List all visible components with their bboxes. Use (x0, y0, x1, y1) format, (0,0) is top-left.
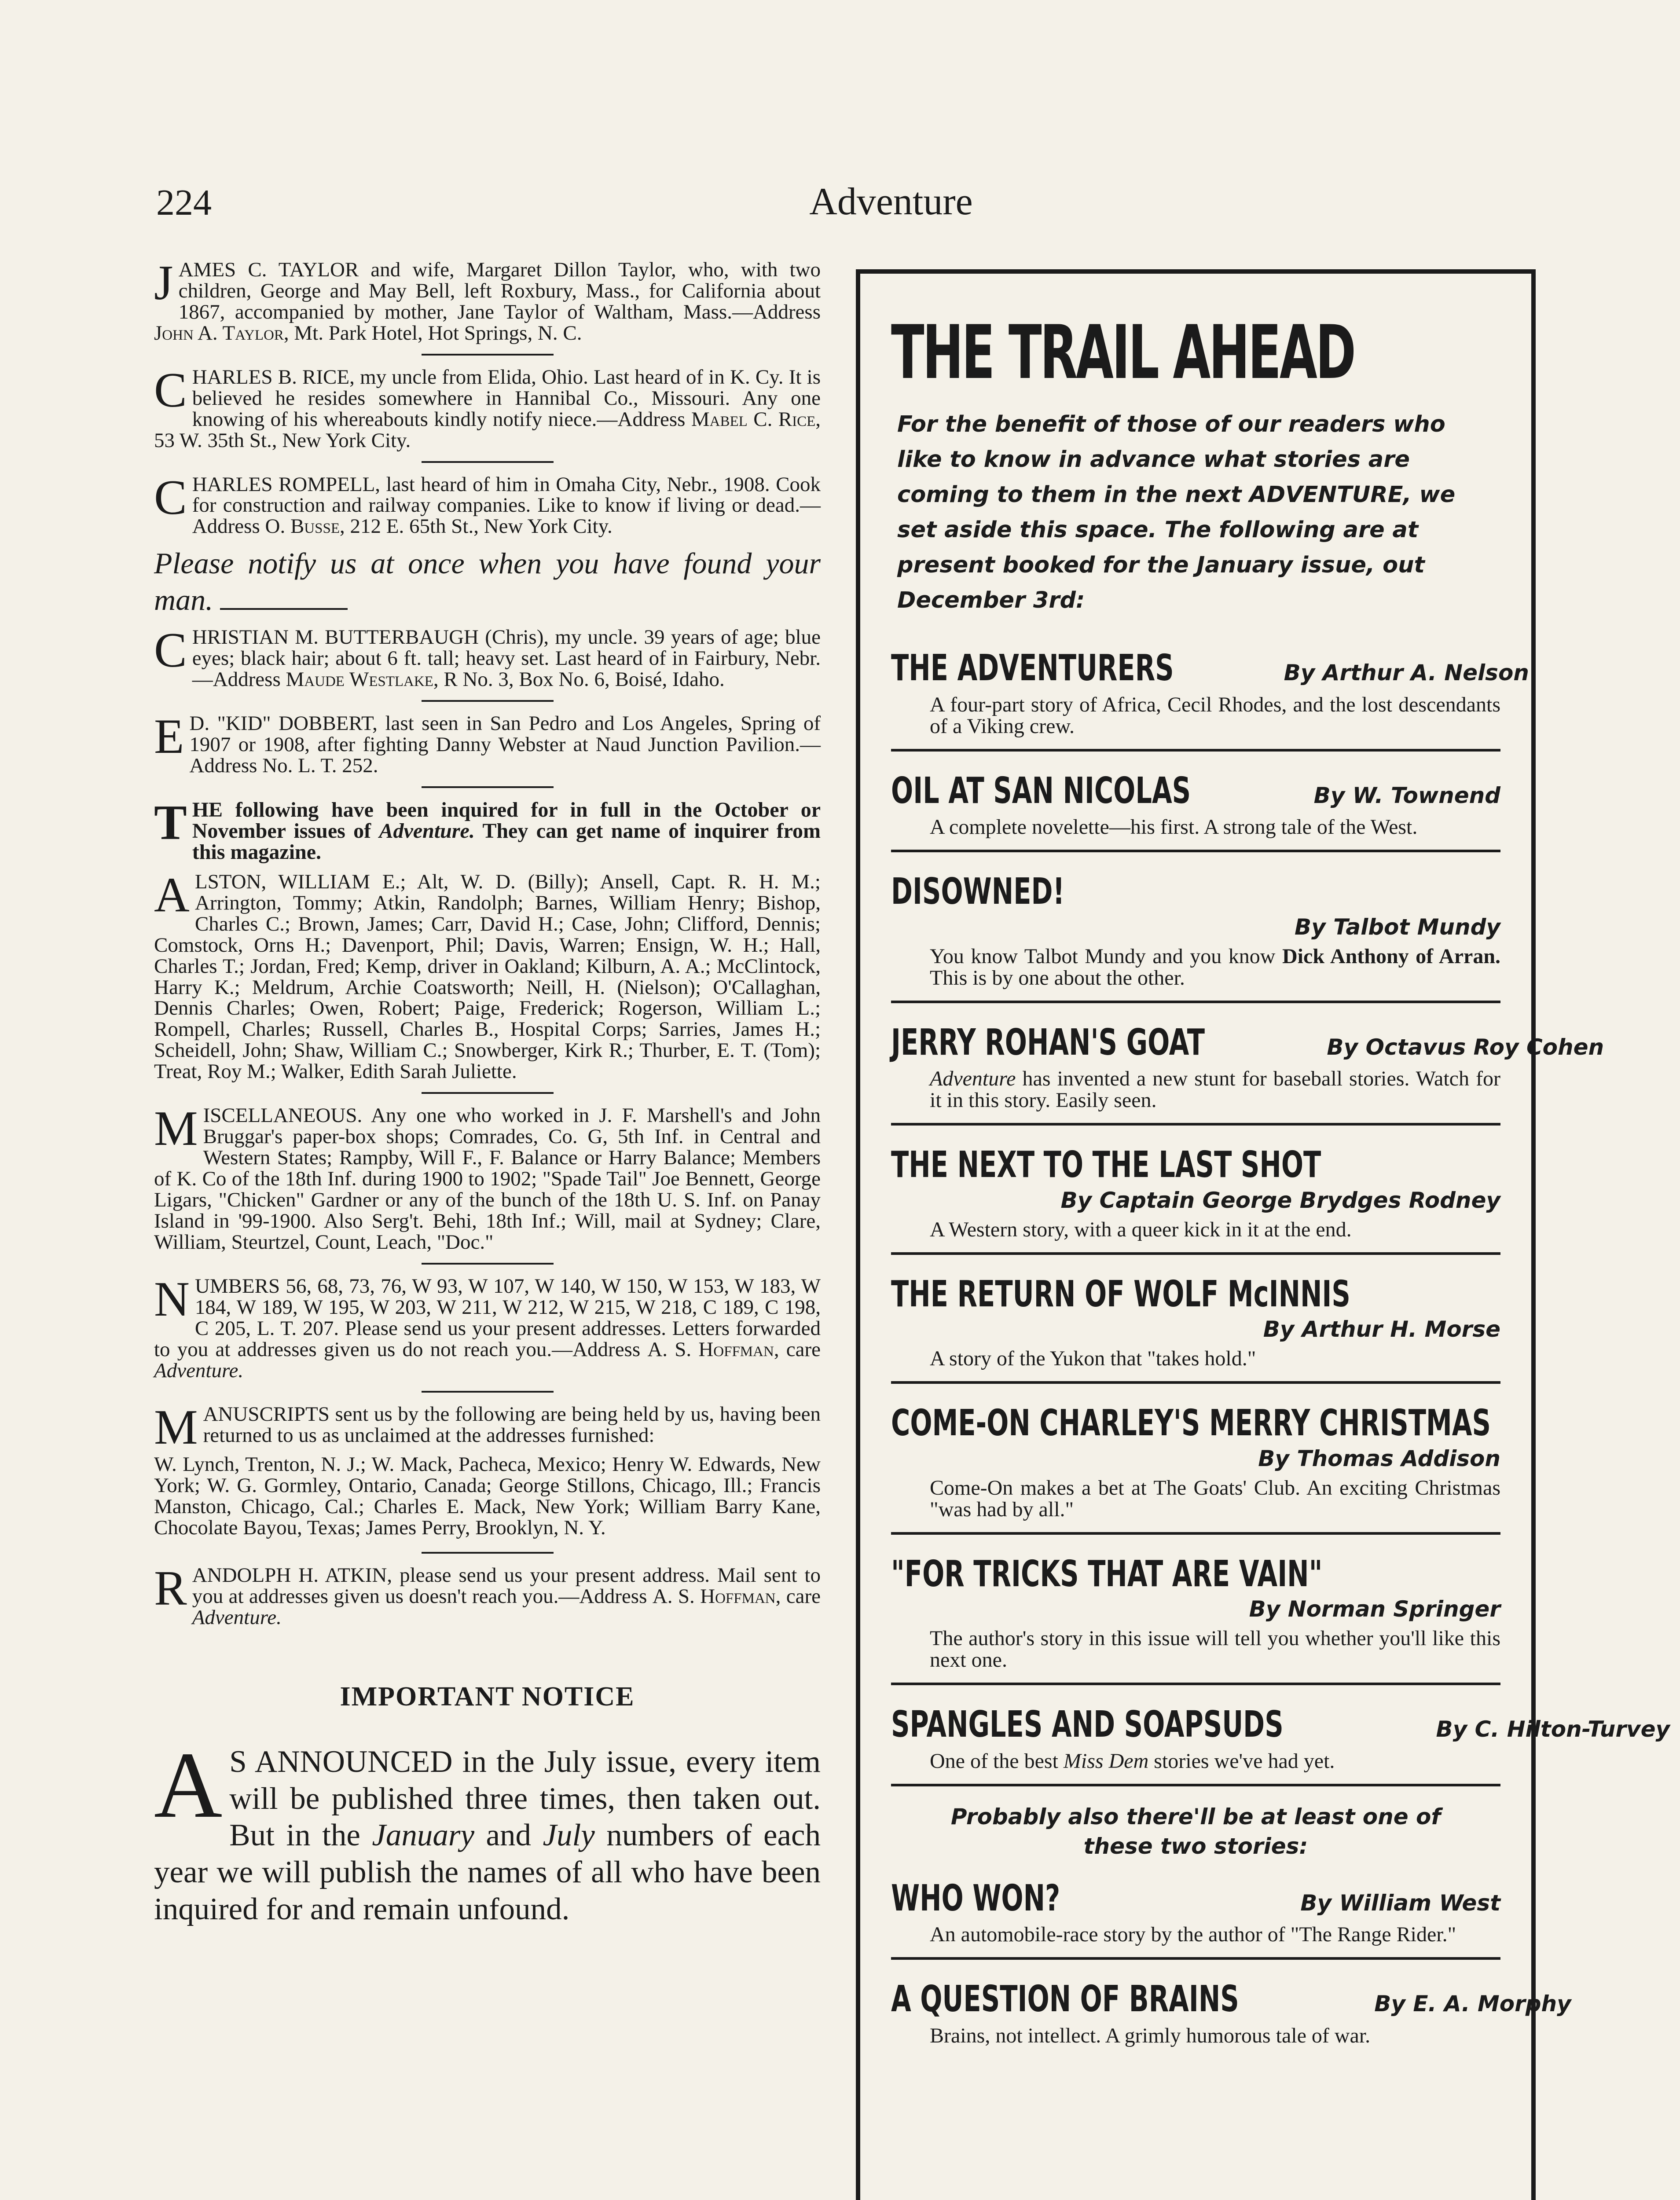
dropcap: M (154, 1400, 198, 1455)
probably-note: Probably also there'll be at least one of these two stories: (950, 1804, 1441, 1859)
notice-text: LSTON, WILLIAM E.; Alt, W. D. (Billy); Ansell, Capt. R. H. M.; Arrington, Tommy; Atkin, Randolph; Barnes, William Henry; Bishop, Charles C.; Brown, James; Carr, David H.; Case, John; Clifford, Dennis; Comstock, Orns H.; Davenport, Phil; Davis, Warren; Ensign, W. H.; Hall, Charles T.; Jordan, Fred; Kemp, driver in Oakland; Kilburn, A. A.; McClintock, Harry K.; Meldrum, Archie Coatsworth; Neill, H. (Nielson); O'Callaghan, Dennis Charles; Owen, Robert; Paige, Frederick; Rogerson, William L.; Rompell, Charles; Russell, Charles B., Hospital Corps; Sarries, James H.; Scheidell, John; Shaw, William C.; Snowberger, Kirk R.; Thurber, E. T. (Tom); Treat, Roy M.; Walker, Edith Sarah Juliette. (154, 870, 821, 1083)
announcement-text: and (474, 1818, 543, 1853)
story-entry (891, 1701, 1670, 1786)
story-description-text: stories we've had yet. (1148, 1749, 1335, 1773)
notice-address-name: A. S. Hoffman (647, 1338, 774, 1361)
story-entry (891, 1551, 1500, 1685)
notice-address: , care (775, 1585, 821, 1608)
notice-miscellaneous (154, 1101, 821, 1254)
notice-text: AMES C. TAYLOR and wife, Margaret Dillon Taylor, who, with two children, George and May Bell, left Roxbury, Mass., for California about 1867, accompanied by mother, Jane Taylor of Waltham, Mass.—Address (178, 258, 821, 323)
notice-rice (154, 363, 821, 452)
story-author: By Arthur H. Morse (1263, 1316, 1500, 1342)
announcement-text: numbers of each year we will publish the names of all who have been inquired for and remain unfound. (154, 1818, 821, 1926)
story-entry (891, 767, 1500, 853)
story-description-text: This is by one about the other. (930, 966, 1185, 990)
story-entry (891, 1271, 1500, 1384)
dropcap: C (154, 363, 187, 418)
story-title: COME-ON CHARLEY'S MERRY CHRISTMAS (891, 1402, 1491, 1445)
magazine-name: Adventure. (379, 819, 475, 843)
notice-text: ANDOLPH H. ATKIN, please send us your present address. Mail sent to you at addresses given us doesn't reach you.—Address (192, 1564, 821, 1608)
story-title: SPANGLES AND SOAPSUDS (891, 1704, 1284, 1746)
notice-manuscripts (154, 1400, 821, 1455)
story-description-text: One of the best (930, 1749, 1064, 1773)
notice-text: They can get name of inquirer from this magazine. (192, 819, 821, 864)
notice-alston (154, 867, 821, 1083)
divider (422, 1391, 554, 1393)
trail-ahead-intro: For the benefit of those of our readers who like to know in advance what stories are coming to them in the next ADVENTURE, we set aside this space. The following are at present booked for the January issue, out December 3rd: (897, 411, 1456, 614)
story-title: WHO WON? (891, 1877, 1060, 1919)
story-author: By W. Townend (1313, 782, 1500, 808)
story-author: By Captain George Brydges Rodney (1060, 1187, 1500, 1213)
story-title: THE NEXT TO THE LAST SHOT (891, 1144, 1321, 1186)
month-january: January (372, 1818, 475, 1853)
story-title: A QUESTION OF BRAINS (891, 1978, 1239, 2020)
story-title: THE ADVENTURERS (891, 647, 1174, 689)
divider (422, 354, 554, 356)
magazine-name: Adventure (930, 1067, 1016, 1091)
notice-address-name: John A. Taylor (154, 321, 284, 345)
notice-text: UMBERS 56, 68, 73, 76, W 93, W 107, W 140, W 150, W 153, W 183, W 184, W 189, W 195, W 203, W 211, W 212, W 215, W 218, C 189, C 198, C 205, L. T. 207. Please send us your present addresses. Letters forwarded to you at addresses given us do not reach you.—Address (154, 1274, 821, 1361)
story-author: By Octavus Roy Cohen (1327, 1034, 1604, 1060)
notice-butterbaugh (154, 623, 821, 691)
notice-address-name: O. Busse (265, 515, 340, 538)
dropcap: T (154, 795, 187, 850)
story-description-text: has invented a new stunt for baseball stories. Watch for it in this story. Easily seen. (930, 1067, 1500, 1112)
notice-address-name: A. S. Hoffman (652, 1585, 776, 1608)
story-author: By William West (1300, 1890, 1500, 1916)
notice-text: ANUSCRIPTS sent us by the following are being held by us, having been returned to us as unclaimed at the addresses furnished: (203, 1403, 821, 1447)
notice-taylor (154, 256, 821, 345)
notice-address: , 212 E. 65th St., New York City. (340, 515, 613, 538)
dropcap: A (154, 867, 190, 922)
notice-text: HE following have been inquired for in full in the October or November issues of (192, 798, 821, 843)
story-author: By Thomas Addison (1258, 1445, 1500, 1471)
story-description: An automobile-race story by the author of "The Range Rider." (930, 1923, 1456, 1947)
story-description (930, 946, 1500, 989)
notice-rompell (154, 470, 821, 538)
story-entry (891, 1400, 1500, 1534)
divider (422, 786, 554, 788)
series-name: Miss Dem (1063, 1749, 1149, 1773)
story-title: JERRY ROHAN'S GOAT (891, 1021, 1205, 1063)
divider (422, 1263, 554, 1265)
story-author: By Norman Springer (1249, 1596, 1500, 1622)
notice-text: HARLES B. RICE, my uncle from Elida, Ohio. Last heard of in K. Cy. It is believed he resides somewhere in Hannibal Co., Missouri. Any one knowing of his whereabouts kindly notify niece.—Address (192, 365, 821, 431)
dropcap: N (154, 1272, 190, 1327)
story-entry (891, 1141, 1500, 1255)
story-title: THE RETURN OF WOLF McINNIS (891, 1273, 1350, 1315)
trail-ahead-title: THE TRAIL AHEAD (891, 309, 1354, 396)
story-description: The author's story in this issue will tell you whether you'll like this next one. (930, 1627, 1500, 1672)
story-description: A four-part story of Africa, Cecil Rhodes, and the lost descendants of a Viking crew. (930, 693, 1500, 738)
story-entry (891, 1875, 1500, 1960)
story-description (930, 1068, 1500, 1111)
magazine-name: Adventure. (192, 1606, 282, 1629)
plea-text: Please notify us at once when you have found your man. (154, 546, 821, 617)
notice-text: ISCELLANEOUS. Any one who worked in J. F. Marshell's and John Bruggar's paper-box shops; Comrades, Co. G, 5th Inf. in Central and Western States; Rampby, Will F., F. Balance or Harry Balance; Members of K. Co of the 18th Inf. during 1900 to 1902; "Spade Tail" Joe Bennett, George Ligars, "Chicken" Gardner or any of the bunch of the 18th U. S. Inf. on Panay Island in '99-1900. Also Serg't. Behi, 18th Inf.; Will, mail at Sydney; Clare, William, Steurtzel, Count, Leach, "Doc." (154, 1104, 821, 1254)
dropcap: E (154, 709, 184, 764)
dropcap: R (154, 1561, 187, 1616)
notice-text: D. "KID" DOBBERT, last seen in San Pedro and Los Angeles, Spring of 1907 or 1908, after fighting Danny Webster at Naud Junction Pavilion.—Address No. L. T. 252. (189, 712, 821, 777)
notice-text: HRISTIAN M. BUTTERBAUGH (Chris), my uncle. 39 years of age; blue eyes; black hair; about 6 ft. tall; heavy set. Last heard of in Fairbury, Nebr.—Address (192, 626, 821, 691)
notice-address: , R No. 3, Box No. 6, Boisé, Idaho. (433, 668, 725, 691)
story-description: Come-On makes a bet at The Goats' Club. An exciting Christmas "was had by all." (930, 1476, 1500, 1521)
divider (422, 700, 554, 702)
notice-dobbert (154, 709, 821, 777)
story-author: By Talbot Mundy (1295, 914, 1500, 940)
page-number: 224 (156, 182, 212, 223)
dropcap: C (154, 470, 187, 525)
story-author: By Arthur A. Nelson (1284, 660, 1529, 686)
story-entry (891, 645, 1529, 751)
story-description: A complete novelette—his first. A strong tale of the West. (930, 815, 1418, 839)
story-entry (891, 1976, 1571, 2058)
notice-address: , 53 W. 35th St., New York City. (154, 407, 821, 452)
dropcap: M (154, 1101, 198, 1156)
story-title: OIL AT SAN NICOLAS (891, 770, 1191, 812)
running-title: Adventure (809, 180, 973, 223)
story-author: By C. Hilton-Turvey (1436, 1716, 1670, 1742)
story-author: By E. A. Morphy (1374, 1991, 1571, 2017)
dropcap: A (154, 1732, 223, 1837)
notice-address-name: Mabel C. Rice (691, 407, 816, 431)
story-description: A Western story, with a queer kick in it at the end. (930, 1217, 1352, 1241)
notice-text: HARLES ROMPELL, last heard of him in Omaha City, Nebr., 1908. Cook for construction and railway companies. Like to know if living or dead.—Address (192, 473, 821, 538)
dropcap: C (154, 623, 187, 678)
divider (422, 1092, 554, 1094)
important-notice-title: IMPORTANT NOTICE (340, 1681, 635, 1712)
story-entry (891, 1019, 1604, 1126)
magazine-name: Adventure. (154, 1359, 244, 1382)
announcement (154, 1732, 821, 1928)
notice-numbers (154, 1272, 821, 1382)
story-description-text: You know Talbot Mundy and you know (930, 944, 1283, 968)
story-description: Brains, not intellect. A grimly humorous tale of war. (930, 2024, 1371, 2047)
notice-inquired (154, 795, 821, 864)
manuscripts-list: W. Lynch, Trenton, N. J.; W. Mack, Pacheca, Mexico; Henry W. Edwards, New York; W. G. Gormley, Ontario, Canada; George Stillons, Chicago, Ill.; Francis Manston, Chicago, Cal.; Charles E. Mack, New York; William Barry Kane, Chocolate Bayou, Texas; James Perry, Brooklyn, N. Y. (154, 1453, 821, 1540)
story-title: "FOR TRICKS THAT ARE VAIN" (891, 1553, 1323, 1595)
story-description: A story of the Yukon that "takes hold." (930, 1347, 1256, 1371)
plea-rule (220, 608, 348, 610)
notice-address: , care (774, 1338, 821, 1361)
month-july: July (543, 1818, 595, 1853)
divider (422, 461, 554, 463)
dropcap: J (154, 256, 173, 310)
trail-ahead-box (856, 269, 1670, 2200)
story-description (930, 1751, 1500, 1772)
story-reference: Dick Anthony of Arran. (1282, 944, 1501, 968)
plea-line (154, 545, 821, 618)
story-title: DISOWNED! (891, 871, 1065, 913)
left-column (154, 256, 821, 1959)
notice-atkin (154, 1561, 821, 1629)
notice-address: , Mt. Park Hotel, Hot Springs, N. C. (283, 321, 582, 345)
notice-address-name: Maude Westlake (286, 668, 433, 691)
divider (422, 1552, 554, 1554)
announcement-text: S ANNOUNCED in the July issue, every item will be published three times, then taken out. But in the (229, 1744, 821, 1853)
story-entry (891, 868, 1500, 1003)
